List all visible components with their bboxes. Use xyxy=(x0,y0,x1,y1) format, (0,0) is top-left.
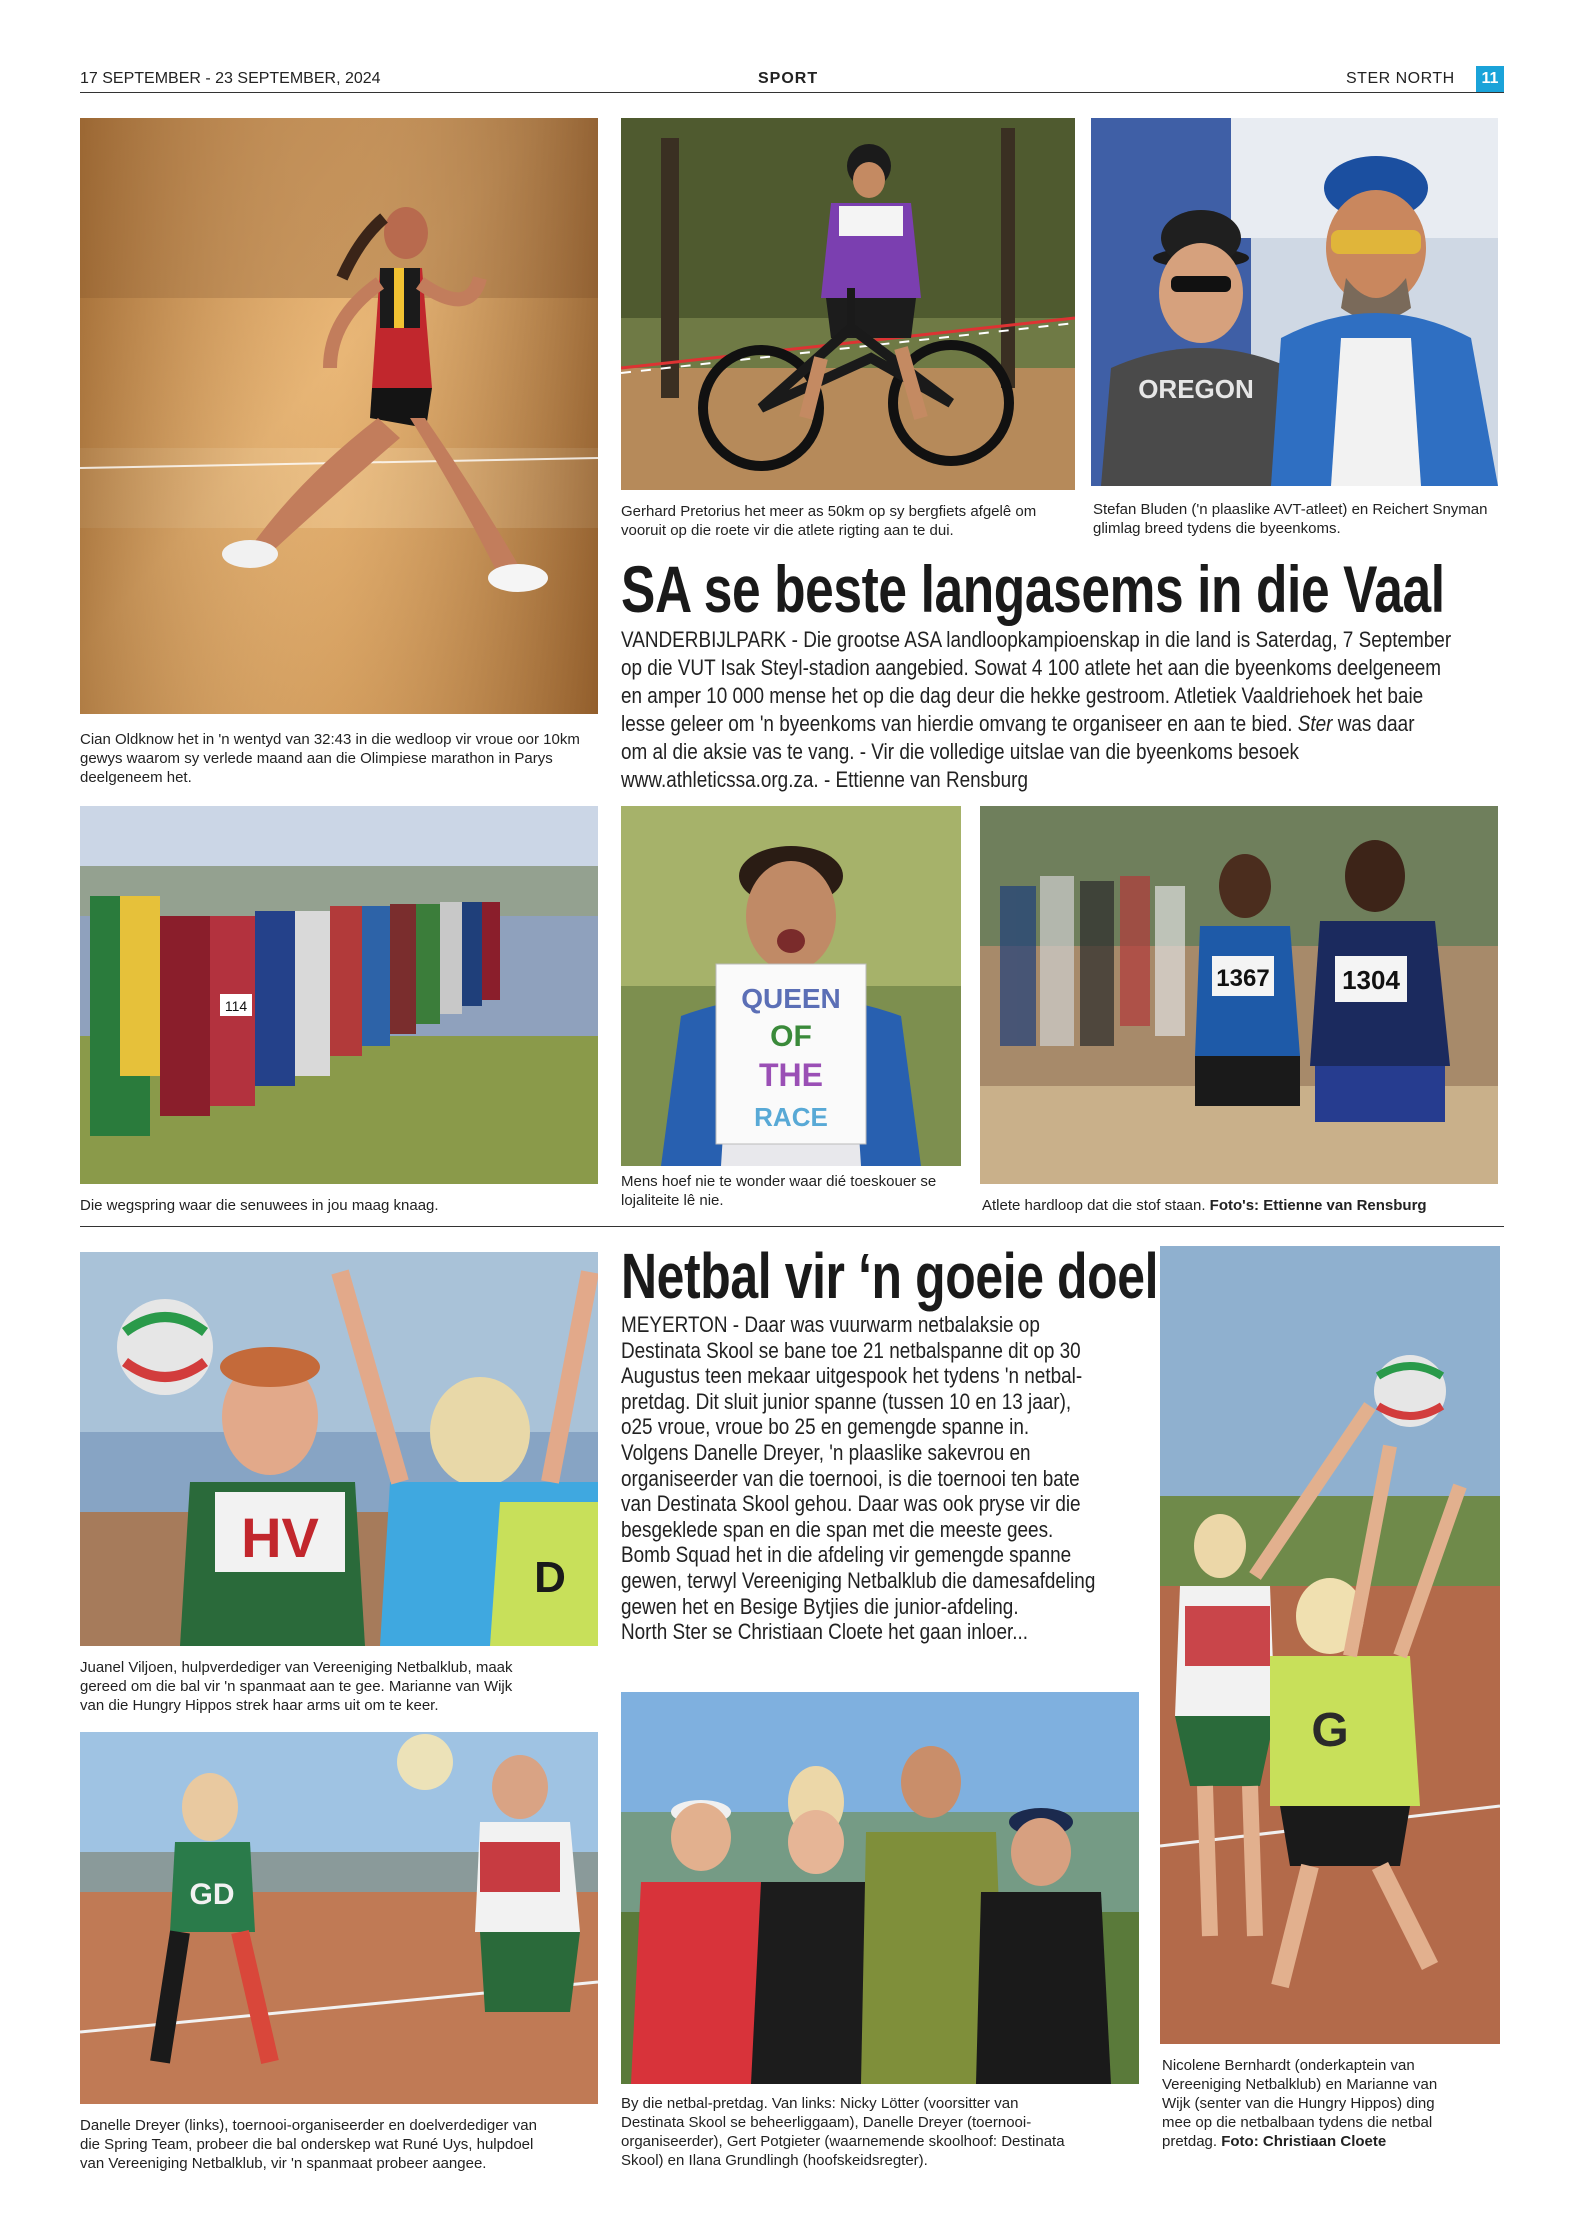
issue-date: 17 SEPTEMBER - 23 SEPTEMBER, 2024 xyxy=(80,70,381,87)
athletics-body-line-text: lesse geleer om 'n byeenkoms van hierdie omvang te organiseer en aan te bied. xyxy=(621,711,1293,736)
section-label: SPORT xyxy=(758,70,819,87)
nicolene-caption-line: Wijk (senter van die Hungry Hippos) ding xyxy=(1162,2095,1435,2112)
nicolene-caption-line xyxy=(1162,2132,1502,2151)
runners-caption-text: Atlete hardloop dat die stof staan. xyxy=(982,1197,1206,1214)
bib-114: 114 xyxy=(224,998,248,1014)
sign-line: QUEEN xyxy=(741,983,841,1014)
netball-body-line: North Ster se Christiaan Cloete het gaan inloer... xyxy=(621,1619,1029,1645)
athletics-body xyxy=(621,626,1498,794)
danelle-caption-line: Danelle Dreyer (links), toernooi-organiseerder en doelverdediger van xyxy=(80,2117,537,2134)
athletics-headline: SA se beste langasems in die Vaal xyxy=(621,552,1445,626)
cyclist-photo xyxy=(621,118,1075,490)
bib-letters-hv: HV xyxy=(241,1506,319,1569)
runner-caption: Cian Oldknow het in 'n wentyd van 32:43 in die wedloop vir vroue oor 10km gewys waarom sy verlede maand aan die Olimpiese marathon in Parys deelgeneem het. xyxy=(80,731,580,786)
netball-body-line: gewen, terwyl Vereeniging Netbalklub die damesafdeling xyxy=(621,1567,1096,1593)
juanel-caption-line: Juanel Viljoen, hulpverdediger van Vereeniging Netbalklub, maak xyxy=(80,1659,513,1676)
netball-body-line: Bomb Squad het in die afdeling vir gemengde spanne xyxy=(621,1542,1072,1568)
athletics-body-line: om al die aksie vas te vang. - Vir die volledige uitslae van die byeenkoms besoek xyxy=(621,739,1300,764)
bib-1304: 1304 xyxy=(1342,965,1400,995)
nicolene-photo-credit: Foto: Christiaan Cloete xyxy=(1221,2133,1387,2150)
netball-body-line: Volgens Danelle Dreyer, 'n plaaslike sakevrou en xyxy=(621,1439,1031,1465)
juanel-caption xyxy=(80,1658,620,1715)
header-rule xyxy=(80,92,1504,93)
juanel-caption-line: gereed om die bal vir 'n spanmaat aan te gee. Marianne van Wijk xyxy=(80,1678,513,1695)
netball-body xyxy=(621,1312,1137,1645)
danelle-caption xyxy=(80,2116,620,2173)
runners-photo xyxy=(980,806,1498,1184)
athletics-body-line: www.athleticssa.org.za. - Ettienne van Rensburg xyxy=(621,767,1028,792)
nicolene-caption-line: Vereeniging Netbalklub) en Marianne van xyxy=(1162,2076,1438,2093)
athletics-body-line xyxy=(621,710,1498,738)
section-divider xyxy=(80,1226,1504,1227)
netball-body-line: organiseerder van die toernooi, is die toernooi ten bate xyxy=(621,1465,1080,1491)
ster-tail: was daar xyxy=(1332,711,1415,736)
runner-photo xyxy=(80,118,598,714)
nicolene-photo xyxy=(1160,1246,1500,2044)
bib-letter-g: G xyxy=(1311,1704,1349,1757)
sign-line: THE xyxy=(759,1057,823,1093)
netball-body-line: besgeklede span en die span met die meeste gees. xyxy=(621,1516,1054,1542)
nicolene-caption-line: Nicolene Bernhardt (onderkaptein van xyxy=(1162,2057,1415,2074)
athletics-body-line: op die VUT Isak Steyl-stadion aangebied. Sowat 4 100 atlete het aan die byeenkoms deelgeneem xyxy=(621,655,1442,680)
netball-body-line: Augustus teen mekaar uitgespook het tydens 'n netbal- xyxy=(621,1363,1083,1389)
group-caption-line: Destinata Skool se beheerliggaam), Danelle Dreyer (toernooi- xyxy=(621,2114,1032,2131)
netball-headline: Netbal vir ‘n goeie doel xyxy=(621,1240,1159,1312)
bib-1367: 1367 xyxy=(1216,965,1270,992)
athletics-body-line: VANDERBIJLPARK - Die grootse ASA landloopkampioenskap in die land is Saterdag, 7 September xyxy=(621,627,1452,652)
sign-line: RACE xyxy=(754,1102,828,1132)
page-number-badge: 11 xyxy=(1476,66,1504,92)
ster-word: Ster xyxy=(1297,711,1333,736)
two-men-photo xyxy=(1091,118,1498,486)
publication-name: STER NORTH xyxy=(1346,70,1455,87)
cyclist-caption: Gerhard Pretorius het meer as 50km op sy bergfiets afgelê om vooruit op die roete vir die atlete rigting aan te dui. xyxy=(621,503,1037,539)
danelle-photo xyxy=(80,1732,598,2104)
two-men-caption: Stefan Bluden ('n plaaslike AVT-atleet) en Reichert Snyman glimlag breed tydens die byeenkoms. xyxy=(1093,501,1488,537)
danelle-caption-line: die Spring Team, probeer die bal onderskep wat Runé Uys, hulpdoel xyxy=(80,2136,534,2153)
danelle-caption-line: van Vereeniging Netbalklub, vir 'n spanmaat probeer aangee. xyxy=(80,2155,487,2172)
sign-line: OF xyxy=(770,1020,812,1053)
queen-caption: Mens hoef nie te wonder waar dié toeskouer se lojaliteite lê nie. xyxy=(621,1173,937,1209)
runners-caption xyxy=(982,1196,1498,1215)
nicolene-caption xyxy=(1162,2056,1502,2151)
netball-body-line: o25 vroue, vroue bo 25 en gemengde spanne in. xyxy=(621,1414,1030,1440)
netball-body-line: Destinata Skool se bane toe 21 netbalspanne dit op 30 xyxy=(621,1337,1081,1363)
group-caption-line: By die netbal-pretdag. Van links: Nicky Lötter (voorsitter van xyxy=(621,2095,1019,2112)
group-caption-line: Skool) en Ilana Grundlingh (hoofskeidsregter). xyxy=(621,2152,928,2169)
group-caption xyxy=(621,2094,1161,2170)
netball-body-line: van Destinata Skool gehou. Daar was ook pryse vir die xyxy=(621,1491,1081,1517)
start-line-caption: Die wegspring waar die senuwees in jou maag knaag. xyxy=(80,1197,439,1214)
netball-body-line: gewen het en Besige Bytjies die junior-afdeling. xyxy=(621,1593,1019,1619)
nicolene-caption-line: mee op die netbalbaan tydens die netbal xyxy=(1162,2114,1433,2131)
nicolene-caption-last: pretdag. xyxy=(1162,2133,1218,2150)
netball-body-line: MEYERTON - Daar was vuurwarm netbalaksie op xyxy=(621,1312,1040,1337)
group-photo xyxy=(621,1692,1139,2084)
athletics-body-line: en amper 10 000 mense het op die dag deur die hekke gestroom. Atletiek Vaaldriehoek het baie xyxy=(621,683,1424,708)
shirt-text: OREGON xyxy=(1138,374,1254,404)
juanel-photo xyxy=(80,1252,598,1646)
bib-letter-d: D xyxy=(534,1553,566,1602)
bib-letters-gd: GD xyxy=(189,1878,235,1911)
netball-body-line: pretdag. Dit sluit junior spanne (tussen 10 en 13 jaar), xyxy=(621,1388,1072,1414)
group-caption-line: organiseerder), Gert Potgieter (waarnemende skoolhoof: Destinata xyxy=(621,2133,1065,2150)
juanel-caption-line: van die Hungry Hippos strek haar arms uit om te keer. xyxy=(80,1697,439,1714)
start-line-photo xyxy=(80,806,598,1184)
queen-of-the-race-photo xyxy=(621,806,961,1166)
runners-photo-credit: Foto's: Ettienne van Rensburg xyxy=(1209,1197,1427,1214)
